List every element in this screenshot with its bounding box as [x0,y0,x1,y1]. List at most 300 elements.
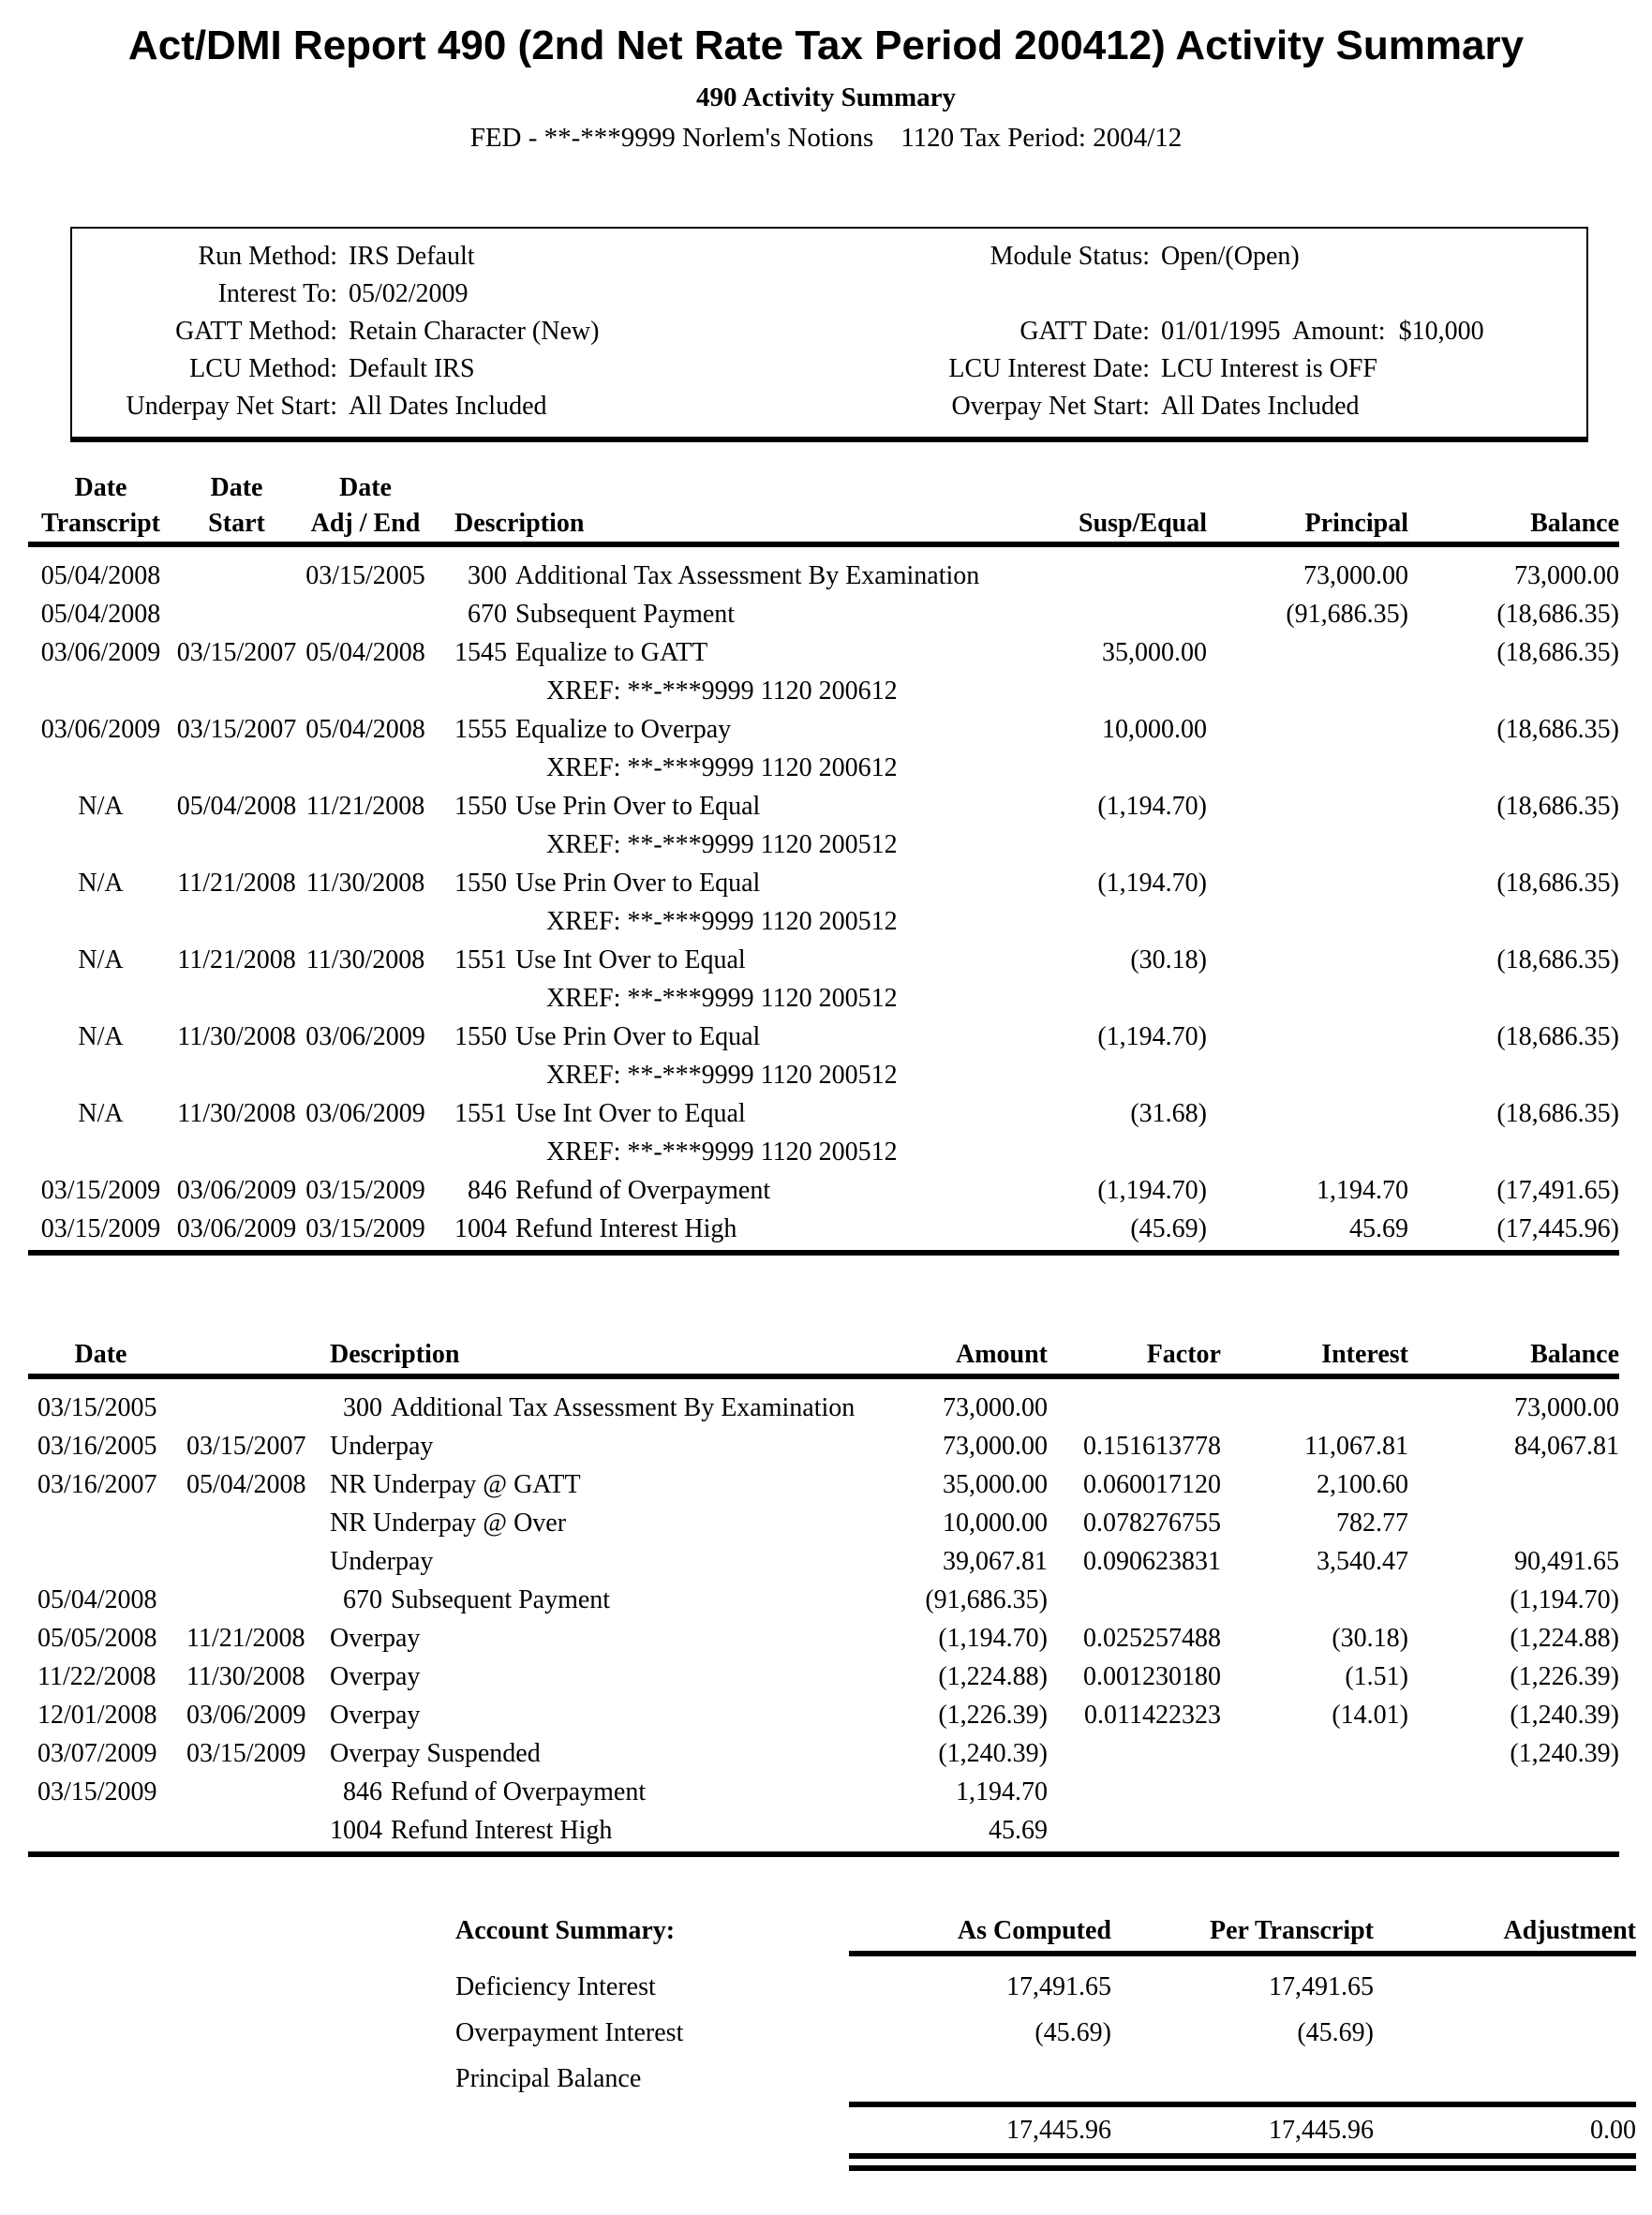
cell-description [431,864,991,902]
header-interest: Interest [1321,1340,1408,1369]
cell-balance: (18,686.35) [1496,1099,1619,1128]
cell-balance [1408,1465,1619,1504]
cell-amount: 45.69 [989,1816,1048,1845]
xref-line: XREF: **-***9999 1120 200612 [546,676,898,706]
cell-principal [1207,787,1408,825]
cell-description [431,633,991,672]
cell-date-start: 11/21/2008 [177,945,296,974]
cell-date-start: 11/21/2008 [177,869,296,898]
cell-date-start [173,595,300,633]
cell-date-transcript: 05/04/2008 [40,600,161,629]
account-summary-header [455,1911,1636,1951]
cell-susp-equal: (45.69) [1130,1214,1207,1243]
cell-description [314,1734,860,1773]
activity-table-row [28,710,1619,749]
header-principal: Principal [1304,509,1408,538]
cell-date-1 [28,1811,164,1850]
summary-row-label: Overpayment Interest [455,2018,684,2047]
cell-date-2: 11/30/2008 [186,1662,305,1691]
transaction-desc: Refund Interest High [515,1214,737,1243]
activity-table-body [0,547,1652,1250]
cell-balance: (1,240.39) [1510,1701,1619,1730]
cell-amount: (1,226.39) [938,1701,1048,1730]
cell-amount: (1,240.39) [938,1739,1048,1768]
header-description: Description [454,509,585,538]
transaction-desc: Use Prin Over to Equal [515,1022,761,1051]
cell-principal [1207,1094,1408,1133]
xref-line: XREF: **-***9999 1120 200512 [546,1137,898,1167]
transaction-desc: NR Underpay @ GATT [330,1470,581,1499]
cell-factor [1048,1734,1221,1773]
cell-balance: (1,194.70) [1510,1585,1619,1614]
cell-date-start: 05/04/2008 [176,792,297,821]
info-left-value: 05/02/2009 [349,279,469,308]
detail-table-row [28,1389,1619,1427]
cell-date-2: 11/21/2008 [186,1624,305,1653]
summary-per-transcript [1111,2056,1374,2102]
cell-susp-equal: (1,194.70) [1097,869,1207,898]
activity-table-row [28,1018,1619,1056]
cell-amount: (1,194.70) [938,1624,1048,1653]
run-settings-box [70,227,1588,442]
cell-factor: 0.025257488 [1083,1624,1221,1653]
header-date-transcript: Date Transcript [40,473,161,538]
info-row [72,313,1586,350]
header-date-start: Date Start [208,473,265,538]
header-as-computed: As Computed [957,1916,1111,1945]
cell-susp-equal: 35,000.00 [1102,638,1207,667]
detail-table-row [28,1696,1619,1734]
transaction-desc: Use Prin Over to Equal [515,792,761,821]
transaction-desc: Use Prin Over to Equal [515,869,761,898]
header-balance: Balance [1530,509,1619,538]
account-summary-row [455,2056,1636,2102]
cell-date-adj-end: 03/06/2009 [305,1099,425,1128]
header-factor: Factor [1146,1340,1221,1369]
info-left-label: Run Method: [198,242,337,271]
cell-principal: 73,000.00 [1303,561,1408,590]
cell-date-adj-end: 03/15/2009 [305,1214,425,1243]
cell-date-2 [164,1811,314,1850]
transaction-code: 670 [343,1585,382,1614]
transaction-desc: Overpay [330,1662,421,1691]
cell-date-adj-end [300,595,431,633]
detail-table-row [28,1581,1619,1619]
info-row [72,275,1586,313]
transaction-code: 846 [468,1176,507,1205]
cell-balance: (18,686.35) [1496,1022,1619,1051]
transaction-desc: Use Int Over to Equal [515,1099,746,1128]
account-summary [455,1911,1636,2171]
info-right-value: Open/(Open) [1161,242,1300,271]
summary-as-computed: 17,491.65 [1006,1972,1111,2001]
info-right-value: All Dates Included [1161,392,1360,421]
header-date-adj-end: Date Adj / End [310,473,421,538]
header-per-transcript: Per Transcript [1210,1916,1374,1945]
cell-balance: (18,686.35) [1496,600,1619,629]
cell-interest [1221,1581,1408,1619]
cell-principal [1207,941,1408,979]
cell-date-2 [164,1773,314,1811]
xref-line: XREF: **-***9999 1120 200512 [546,984,898,1013]
header-adjustment: Adjustment [1503,1916,1636,1945]
cell-balance: (18,686.35) [1496,638,1619,667]
cell-interest: 2,100.60 [1317,1470,1408,1499]
summary-adjustment [1374,2056,1636,2102]
cell-description [314,1619,860,1658]
info-left-value: Retain Character (New) [349,317,600,346]
transaction-code: 300 [343,1393,382,1422]
xref-line: XREF: **-***9999 1120 200512 [546,907,898,936]
cell-date-adj-end: 03/15/2005 [305,561,425,590]
cell-date-1: 03/15/2005 [37,1393,157,1422]
detail-table-row [28,1504,1619,1542]
transaction-desc: Subsequent Payment [515,600,736,629]
info-row [72,388,1586,425]
cell-susp-equal [991,557,1207,595]
cell-interest: (1.51) [1345,1662,1408,1691]
cell-balance: (18,686.35) [1496,945,1619,974]
cell-factor: 0.151613778 [1083,1432,1221,1461]
cell-date-start: 11/30/2008 [177,1022,296,1051]
header-amount: Amount [955,1340,1048,1369]
cell-balance: (17,491.65) [1496,1176,1619,1205]
account-summary-row [455,1964,1636,2010]
info-right-value [1161,275,1586,313]
transaction-code: 1550 [454,1022,507,1051]
summary-per-transcript: 17,491.65 [1269,1972,1374,2001]
cell-description [431,710,991,749]
cell-description [314,1581,860,1619]
cell-balance: (18,686.35) [1496,869,1619,898]
total-as-computed: 17,445.96 [1006,2116,1111,2145]
cell-description [431,1094,991,1133]
cell-date-start [173,557,300,595]
info-right-value: 01/01/1995 Amount: $10,000 [1161,317,1484,346]
cell-date-adj-end: 11/21/2008 [305,792,425,821]
cell-date-1: 11/22/2008 [37,1662,156,1691]
transaction-code: 1551 [454,945,507,974]
transaction-desc: NR Underpay @ Over [330,1509,567,1538]
info-row [72,238,1586,275]
detail-table-row [28,1619,1619,1658]
cell-susp-equal: 10,000.00 [1102,715,1207,744]
cell-interest: (14.01) [1332,1701,1408,1730]
header-date: Date [74,1340,127,1369]
info-left-label: Interest To: [217,279,337,308]
activity-table-row [28,1171,1619,1210]
cell-principal [1207,864,1408,902]
cell-amount: (91,686.35) [925,1585,1048,1614]
cell-date-adj-end: 11/30/2008 [305,869,425,898]
info-right-label: Module Status: [990,242,1150,271]
cell-date-1: 05/05/2008 [37,1624,157,1653]
cell-balance [1408,1504,1619,1542]
header-balance: Balance [1530,1340,1619,1369]
cell-date-adj-end: 03/15/2009 [305,1176,425,1205]
cell-description [314,1465,860,1504]
detail-table-row [28,1465,1619,1504]
detail-bottom-rule [28,1851,1619,1857]
cell-principal: (91,686.35) [1286,600,1408,629]
summary-as-computed [849,2056,1111,2102]
cell-date-adj-end: 05/04/2008 [305,715,425,744]
cell-date-transcript: 03/06/2009 [40,715,161,744]
detail-table-header [28,1336,1619,1374]
cell-interest: 782.77 [1336,1509,1408,1538]
cell-balance: 73,000.00 [1514,1393,1619,1422]
cell-date-2 [164,1389,314,1427]
cell-balance: (1,240.39) [1510,1739,1619,1768]
transaction-desc: Refund of Overpayment [515,1176,771,1205]
transaction-desc: Additional Tax Assessment By Examination [515,561,980,590]
activity-table-row [28,941,1619,979]
cell-date-transcript: 03/06/2009 [40,638,161,667]
info-right-label: Overpay Net Start: [951,392,1150,421]
cell-date-transcript: 03/15/2009 [40,1176,161,1205]
transaction-code: 1004 [330,1816,382,1845]
cell-balance: 90,491.65 [1514,1547,1619,1576]
transaction-code: 1550 [454,792,507,821]
summary-bottom-rule-2 [849,2165,1636,2171]
cell-date-adj-end: 11/30/2008 [305,945,425,974]
cell-factor [1048,1389,1221,1427]
account-summary-rows [455,1956,1636,2102]
report-subtitle: 490 Activity Summary [695,82,957,112]
transaction-desc: Underpay [330,1432,434,1461]
info-left-value: All Dates Included [349,392,547,421]
info-left-label: GATT Method: [175,317,337,346]
detail-table-row [28,1658,1619,1696]
cell-amount: 35,000.00 [943,1470,1048,1499]
cell-interest: (30.18) [1332,1624,1408,1653]
info-left-label: LCU Method: [189,354,337,383]
cell-description [431,1018,991,1056]
cell-factor [1048,1581,1221,1619]
transaction-desc: Underpay [330,1547,434,1576]
cell-factor: 0.090623831 [1083,1547,1221,1576]
cell-date-start: 11/30/2008 [177,1099,296,1128]
info-right-label: LCU Interest Date: [948,354,1150,383]
cell-description [431,557,991,595]
entity-line: FED - **-***9999 Norlem's Notions 1120 Tax Period: 2004/12 [469,123,1183,153]
cell-description [431,941,991,979]
cell-date-2: 03/15/2009 [186,1739,306,1768]
activity-table-row [28,633,1619,672]
cell-interest: 11,067.81 [1304,1432,1408,1461]
cell-date-transcript: N/A [78,1099,124,1128]
header-susp-equal: Susp/Equal [1079,509,1207,538]
cell-date-1: 03/07/2009 [37,1739,157,1768]
cell-balance: (18,686.35) [1496,715,1619,744]
cell-interest [1221,1773,1408,1811]
cell-interest [1221,1734,1408,1773]
cell-susp-equal: (1,194.70) [1097,792,1207,821]
cell-description [314,1658,860,1696]
cell-balance: 73,000.00 [1514,561,1619,590]
cell-date-transcript: 03/15/2009 [40,1214,161,1243]
cell-susp-equal [991,595,1207,633]
cell-amount: 10,000.00 [943,1509,1048,1538]
cell-factor [1048,1773,1221,1811]
cell-interest [1221,1811,1408,1850]
cell-principal [1207,1018,1408,1056]
cell-amount: 73,000.00 [943,1393,1048,1422]
cell-susp-equal: (1,194.70) [1097,1176,1207,1205]
summary-row-label: Deficiency Interest [455,1972,656,2001]
cell-description [431,1171,991,1210]
xref-line: XREF: **-***9999 1120 200512 [546,830,898,859]
transaction-desc: Overpay [330,1624,421,1653]
transaction-code: 846 [343,1777,382,1806]
activity-table-row [28,1210,1619,1248]
detail-table-row [28,1734,1619,1773]
transaction-code: 670 [468,600,507,629]
summary-per-transcript: (45.69) [1297,2018,1374,2047]
report-title: Act/DMI Report 490 (2nd Net Rate Tax Period 200412) Activity Summary [127,22,1525,68]
account-summary-title: Account Summary: [455,1916,676,1945]
cell-date-1: 03/15/2009 [37,1777,157,1806]
activity-table-row [28,787,1619,825]
cell-date-1: 05/04/2008 [37,1585,157,1614]
activity-table-header [28,470,1619,542]
cell-description [314,1696,860,1734]
cell-balance [1408,1811,1619,1850]
cell-date-transcript: 05/04/2008 [40,561,161,590]
xref-line: XREF: **-***9999 1120 200612 [546,753,898,782]
cell-balance: (18,686.35) [1496,792,1619,821]
cell-amount: (1,224.88) [938,1662,1048,1691]
cell-description [314,1427,860,1465]
cell-date-transcript: N/A [78,1022,124,1051]
cell-description [314,1504,860,1542]
cell-date-start: 03/15/2007 [176,638,297,667]
cell-susp-equal: (1,194.70) [1097,1022,1207,1051]
cell-date-transcript: N/A [78,945,124,974]
cell-date-2: 05/04/2008 [186,1470,306,1499]
transaction-desc: Use Int Over to Equal [515,945,746,974]
account-summary-total-row [455,2107,1636,2153]
cell-date-adj-end: 03/06/2009 [305,1022,425,1051]
activity-table-row [28,1094,1619,1133]
header-description: Description [330,1340,460,1369]
cell-date-1 [28,1542,164,1581]
activity-table-row [28,595,1619,633]
cell-description [431,1210,991,1248]
cell-date-1: 03/16/2005 [37,1432,157,1461]
activity-table-row [28,864,1619,902]
summary-bottom-rule-1 [849,2153,1636,2159]
cell-date-2 [164,1504,314,1542]
transaction-desc: Refund Interest High [391,1816,613,1845]
cell-interest [1221,1389,1408,1427]
cell-date-2: 03/15/2007 [186,1432,306,1461]
cell-date-adj-end: 05/04/2008 [305,638,425,667]
transaction-code: 1004 [454,1214,507,1243]
detail-table-body [0,1379,1652,1851]
transaction-code: 300 [468,561,507,590]
cell-date-2: 03/06/2009 [186,1701,306,1730]
cell-date-transcript: N/A [78,792,124,821]
cell-principal [1207,710,1408,749]
cell-factor [1048,1811,1221,1850]
cell-principal [1207,633,1408,672]
cell-description [431,787,991,825]
summary-row-label: Principal Balance [455,2064,642,2093]
cell-factor: 0.060017120 [1083,1470,1221,1499]
summary-as-computed: (45.69) [1034,2018,1111,2047]
xref-line: XREF: **-***9999 1120 200512 [546,1061,898,1090]
cell-balance: 84,067.81 [1514,1432,1619,1461]
cell-date-start: 03/06/2009 [176,1176,297,1205]
total-per-transcript: 17,445.96 [1269,2116,1374,2145]
cell-date-1: 12/01/2008 [37,1701,157,1730]
info-left-value: Default IRS [349,354,475,383]
cell-date-transcript: N/A [78,869,124,898]
cell-factor: 0.011422323 [1084,1701,1221,1730]
cell-amount: 39,067.81 [943,1547,1048,1576]
activity-table-row [28,557,1619,595]
info-row [72,350,1586,388]
cell-balance: (17,445.96) [1496,1214,1619,1243]
transaction-desc: Overpay Suspended [330,1739,541,1768]
transaction-code: 1550 [454,869,507,898]
cell-principal: 1,194.70 [1317,1176,1408,1205]
info-right-label [817,275,1150,313]
transaction-code: 1555 [454,715,507,744]
cell-amount: 73,000.00 [943,1432,1048,1461]
detail-table-row [28,1773,1619,1811]
transaction-code: 1551 [454,1099,507,1128]
cell-balance: (1,224.88) [1510,1624,1619,1653]
cell-description [314,1389,860,1427]
cell-date-2 [164,1542,314,1581]
cell-principal: 45.69 [1349,1214,1408,1243]
cell-susp-equal: (31.68) [1130,1099,1207,1128]
cell-date-start: 03/15/2007 [176,715,297,744]
cell-date-2 [164,1581,314,1619]
info-left-label: Underpay Net Start: [126,392,337,421]
transaction-code: 1545 [454,638,507,667]
account-summary-row [455,2010,1636,2056]
cell-date-1: 03/16/2007 [37,1470,157,1499]
detail-table-row [28,1811,1619,1850]
cell-susp-equal: (30.18) [1130,945,1207,974]
cell-date-start: 03/06/2009 [176,1214,297,1243]
cell-balance: (1,226.39) [1510,1662,1619,1691]
activity-bottom-rule [28,1250,1619,1256]
info-right-label: GATT Date: [1019,317,1150,346]
cell-description [314,1811,860,1850]
cell-factor: 0.001230180 [1083,1662,1221,1691]
total-adjustment: 0.00 [1590,2116,1636,2145]
summary-total-label [455,2107,849,2153]
detail-table-row [28,1542,1619,1581]
transaction-desc: Overpay [330,1701,421,1730]
info-right-value: LCU Interest is OFF [1161,354,1377,383]
detail-table-row [28,1427,1619,1465]
cell-balance [1408,1773,1619,1811]
transaction-desc: Equalize to Overpay [515,715,732,744]
transaction-desc: Equalize to GATT [515,638,708,667]
transaction-desc: Subsequent Payment [391,1585,611,1614]
cell-description [314,1773,860,1811]
cell-description [314,1542,860,1581]
cell-factor: 0.078276755 [1083,1509,1221,1538]
info-left-value: IRS Default [349,242,475,271]
cell-description [431,595,991,633]
transaction-desc: Refund of Overpayment [391,1777,647,1806]
